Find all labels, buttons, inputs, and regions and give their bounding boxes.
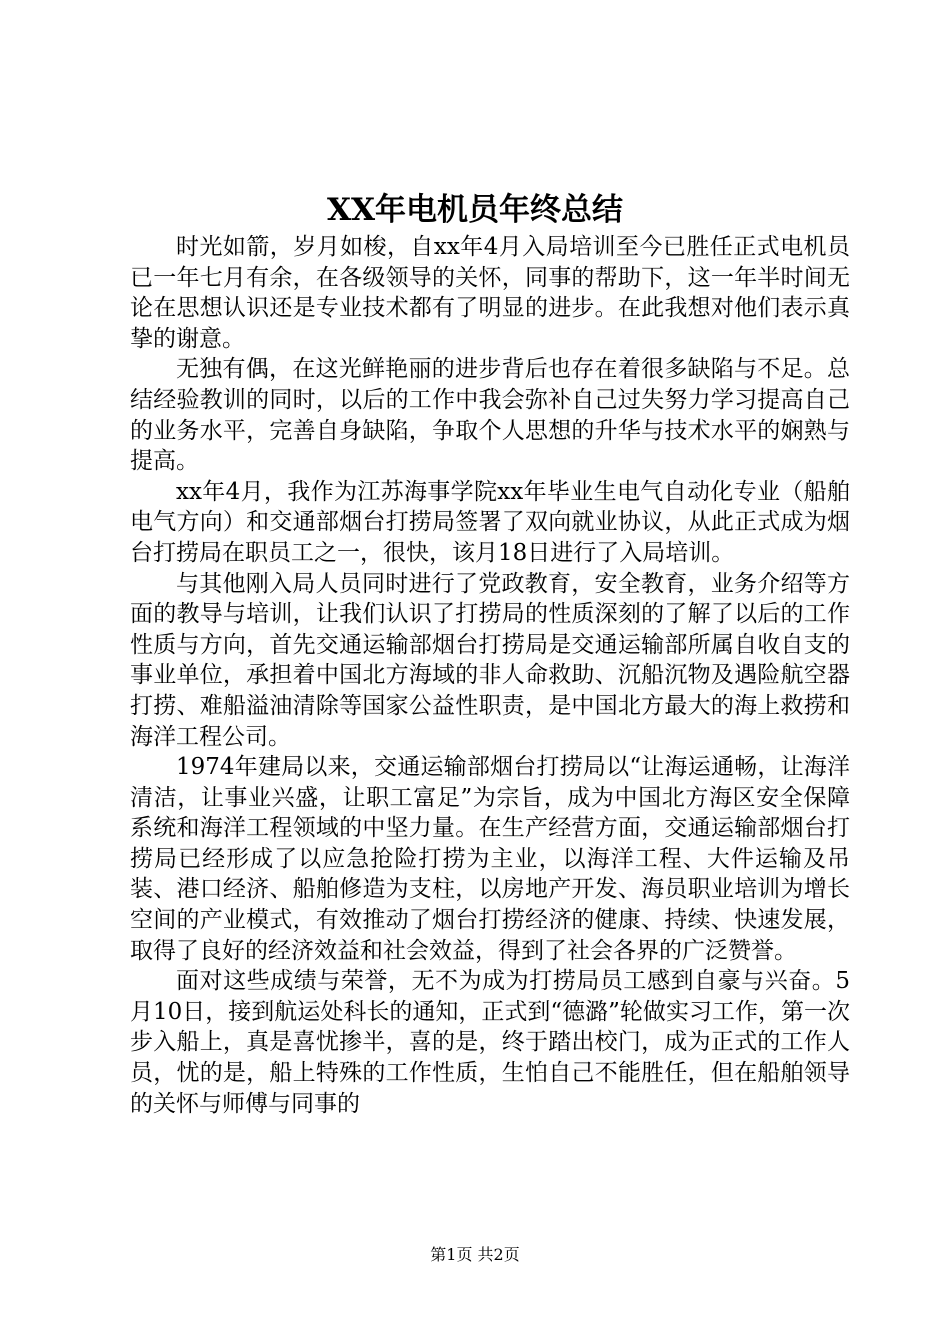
document-title: XX年电机员年终总结 [326, 192, 624, 228]
paragraph-6: 面对这些成绩与荣誉，无不为成为打捞局员工感到自豪与兴奋。5月10日，接到航运处科长的通知，正式到“德潞”轮做实习工作，第一次步入船上，真是喜忧掺半，喜的是，终于踏出校门，成为正式的工作人员，忧的是，船上特殊的工作性质，生怕自己不能胜任，但在船舶领导的关怀与师傅与同事的 [130, 968, 850, 1117]
paragraph-2: 无独有偶，在这光鲜艳丽的进步背后也存在着很多缺陷与不足。总结经验教训的同时，以后的工作中我会弥补自己过失努力学习提高自己的业务水平，完善自身缺陷，争取个人思想的升华与技术水平的娴熟与提高。 [130, 356, 850, 475]
paragraph-3: xx年4月，我作为江苏海事学院xx年毕业生电气自动化专业（船舶电气方向）和交通部烟台打捞局签署了双向就业协议，从此正式成为烟台打捞局在职员工之一，很快，该月18日进行了入局培训。 [130, 478, 850, 566]
page-footer: 第1页 共2页 [430, 1245, 520, 1264]
paragraph-1: 时光如箭，岁月如梭，自xx年4月入局培训至今已胜任正式电机员已一年七月有余，在各级领导的关怀，同事的帮助下，这一年半时间无论在思想认识还是专业技术都有了明显的进步。在此我想对他们表示真挚的谢意。 [130, 234, 850, 352]
document-body [130, 232, 850, 1119]
paragraph-5: 1974年建局以来，交通运输部烟台打捞局以“让海运通畅，让海洋清洁，让事业兴盛，让职工富足”为宗旨，成为中国北方海区安全保障系统和海洋工程领域的中坚力量。在生产经营方面，交通运输部烟台打捞局已经形成了以应急抢险打捞为主业，以海洋工程、大件运输及吊装、港口经济、船舶修造为支柱，以房地产开发、海员职业培训为增长空间的产业模式，有效推动了烟台打捞经济的健康、持续、快速发展，取得了良好的经济效益和社会效益，得到了社会各界的广泛赞誉。 [130, 754, 850, 964]
paragraph-4: 与其他刚入局人员同时进行了党政教育，安全教育，业务介绍等方面的教导与培训，让我们认识了打捞局的性质深刻的了解了以后的工作性质与方向，首先交通运输部烟台打捞局是交通运输部所属自收自支的事业单位，承担着中国北方海域的非人命救助、沉船沉物及遇险航空器打捞、难船溢油清除等国家公益性职责，是中国北方最大的海上救捞和海洋工程公司。 [130, 570, 850, 750]
